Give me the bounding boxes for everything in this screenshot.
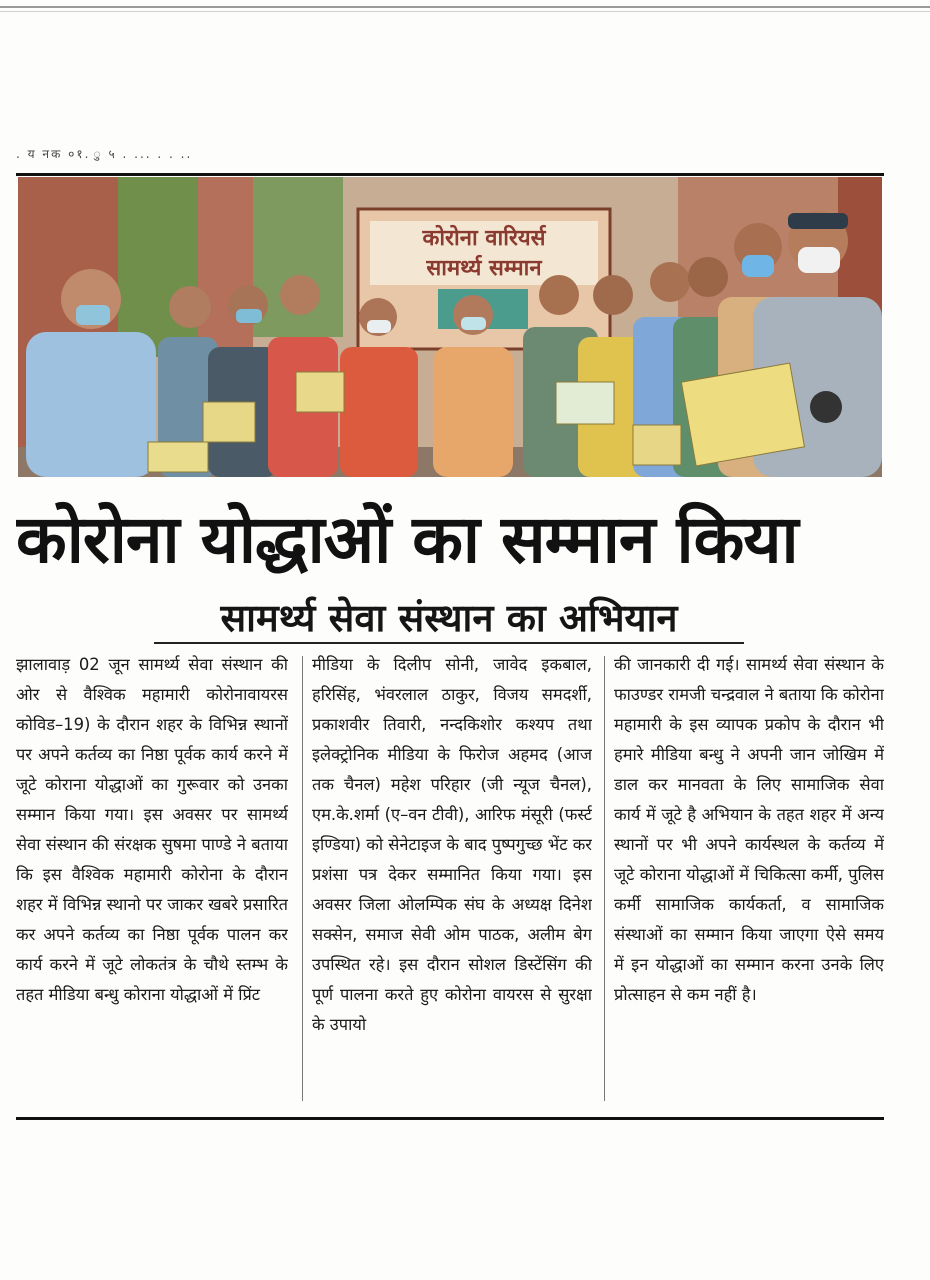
article-column-3: की जानकारी दी गई। सामर्थ्य सेवा संस्थान के फाउण्डर रामजी चन्द्रवाल ने बताया कि कोरोना महामारी के इस व्यापक प्रकोप के दौरान भी हमारे मीडिया बन्धु ने अपनी जान जोखिम में डाल कर मानवता के लिए सामाजिक सेवा कार्य में जूटे है अभियान के तहत शहर में अन्य स्थानों पर भी अपने कार्यस्थल के कर्तव्य में जूटे कोराना योद्धाओं में चिकित्सा कर्मी, पुलिस कर्मी सामाजिक कार्यकर्ता, व सामाजिक संस्थाओं का सम्मान किया जाएगा ऐसे समय में इन योद्धाओं का सम्मान करना उनके लिए प्रोत्साहन से कम नहीं है। bbox=[614, 655, 884, 1004]
banner-line-2: सामर्थ्य सम्मान bbox=[426, 256, 542, 281]
column-divider bbox=[302, 656, 303, 1101]
newspaper-clipping bbox=[16, 145, 884, 1145]
subheadline: सामर्थ्य सेवा संस्थान का अभियान bbox=[220, 596, 678, 640]
article-column-1: झालावाड़ 02 जून सामर्थ्य सेवा संस्थान की ओर से वैश्विक महामारी कोरोनावायरस कोविड–19) के दौरान शहर के विभिन्न स्थानों पर अपने कर्तव्य का निष्ठा पूर्वक कार्य करने में जूटे कोराना योद्धाओं का गुरूवार को उनका सम्मान किया गया। इस अवसर पर सामर्थ्य सेवा संस्थान की संरक्षक सुषमा पाण्डे ने बताया कि इस वैश्विक महामारी कोरोना के दौरान शहर में विभिन्न स्थानो पर जाकर खबरे प्रसारित कर अपने कर्तव्य का निष्ठा पूर्वक पालन कर कार्य करने में जूटे लोकतंत्र के चौथे स्तम्भ के तहत मीडिया बन्धु कोराना योद्धाओं में प्रिंट bbox=[16, 655, 288, 1004]
article-body bbox=[16, 650, 884, 1110]
article-column-2: मीडिया के दिलीप सोनी, जावेद इकबाल, हरिसिंह, भंवरलाल ठाकुर, विजय समदर्शी, प्रकाशवीर तिवारी, नन्दकिशोर कश्यप तथा इलेक्ट्रोनिक मीडिया के फिरोज अहमद (आज तक चैनल) महेश परिहार (जी न्यूज चैनल), एम.के.शर्मा (ए–वन टीवी), आरिफ मंसूरी (फर्स्ट इण्डिया) को सेनेटाइज के बाद पुष्पगुच्छ भेंट कर प्रशंसा पत्र देकर सम्मानित किया गया। इस अवसर जिला ओलम्पिक संघ के अध्यक्ष दिनेश सक्सेन, समाज सेवी ओम पाठक, अलीम बेग उपस्थित रहे। इस दौरान सोशल डिस्टेंसिंग की पूर्ण पालना करते हुए कोरोना वायरस से सुरक्षा के उपायो bbox=[312, 655, 592, 1034]
clipping-bottom-rule bbox=[16, 1117, 884, 1120]
scan-edge-line-faint bbox=[0, 11, 930, 12]
banner-line-1: कोरोना वारियर्स bbox=[422, 226, 546, 251]
scan-edge-line bbox=[0, 6, 930, 8]
news-photo bbox=[18, 177, 882, 477]
subheadline-underline bbox=[154, 642, 744, 644]
cut-header-fragment: . य नक ०१. ु ५ . ... . . .. bbox=[16, 147, 193, 161]
column-divider bbox=[604, 656, 605, 1101]
group-photo-illustration bbox=[18, 177, 882, 477]
photo-top-rule bbox=[16, 173, 884, 176]
headline: कोरोना योद्धाओं का सम्मान किया bbox=[16, 501, 798, 578]
